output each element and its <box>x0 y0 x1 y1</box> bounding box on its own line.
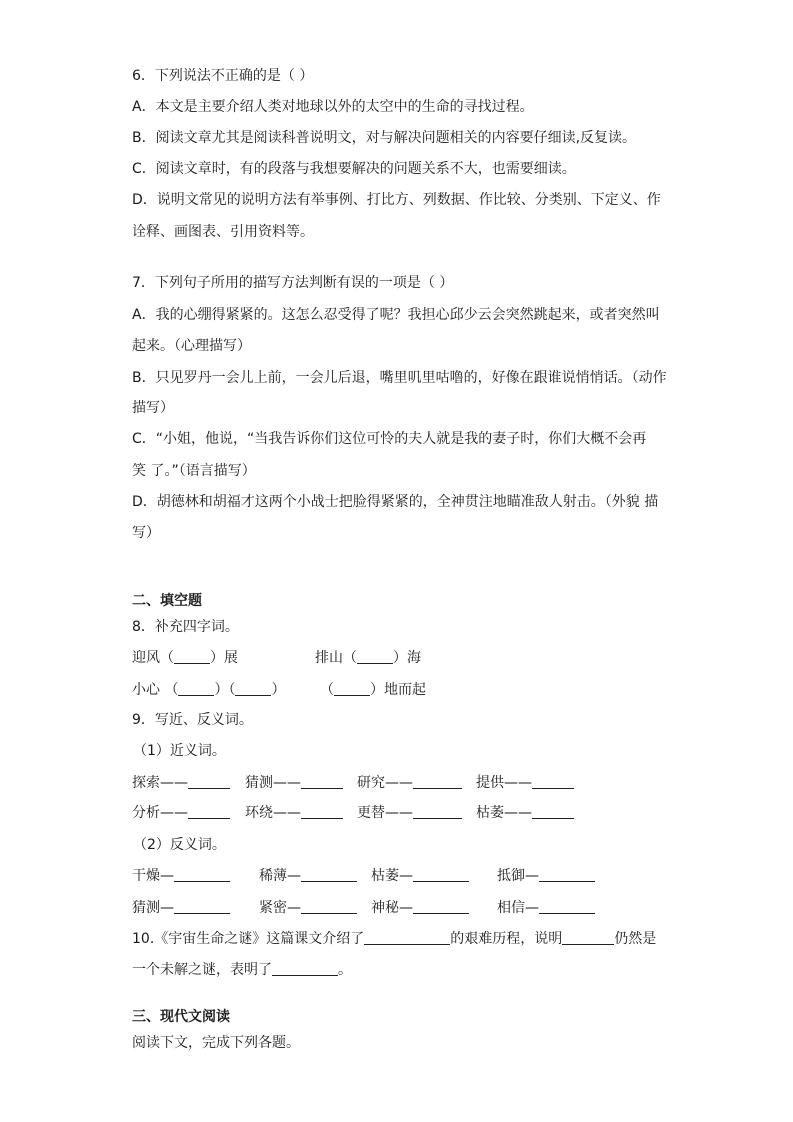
q9-antonyms-heading: （2）反义词。 <box>133 837 226 853</box>
q9-stem: 9．写近、反义词。 <box>132 712 253 728</box>
q10-line2: 一个未解之谜，表明了 。 <box>132 962 352 978</box>
q9-blank[interactable] <box>539 899 595 914</box>
q9-blank[interactable] <box>174 867 230 882</box>
q9-blank[interactable] <box>539 867 595 882</box>
section-title-fill-in: 二、填空题 <box>132 593 202 609</box>
q9-antonym-item: 抵御— <box>497 866 595 886</box>
q9-synonym-item: 环绕—— <box>245 803 343 823</box>
q7-option-c-line2: 笑 了。”（语言描写） <box>132 463 256 479</box>
q6-option-c: C．阅读文章时，有的段落与我想要解决的问题关系不大，也需要细读。 <box>132 161 576 177</box>
q8-blank[interactable] <box>334 681 370 696</box>
q10-blank[interactable] <box>364 930 450 945</box>
q9-blank[interactable] <box>188 804 230 819</box>
q8-item-xiaoxin: 小心 （ ）（ ） <box>132 682 286 698</box>
q9-synonym-item: 枯萎—— <box>476 803 574 823</box>
q9-blank[interactable] <box>301 867 357 882</box>
q6-option-b: B．阅读文章尤其是阅读科普说明文，对与解决问题相关的内容要仔细读,反复读。 <box>132 130 637 146</box>
q9-blank[interactable] <box>532 804 574 819</box>
reading-instruction: 阅读下文，完成下列各题。 <box>132 1035 300 1051</box>
q9-blank[interactable] <box>301 899 357 914</box>
q9-blank[interactable] <box>301 774 343 789</box>
q9-blank[interactable] <box>413 774 462 789</box>
q9-synonym-item: 研究—— <box>357 773 462 793</box>
q7-option-d-line2: 写） <box>132 525 160 541</box>
q9-blank[interactable] <box>174 899 230 914</box>
q7-option-a-line2: 起来。（心理描写） <box>132 338 251 354</box>
q7-option-b-line2: 描写） <box>132 400 174 416</box>
q8-stem: 8．补充四字词。 <box>132 619 239 635</box>
q9-blank[interactable] <box>301 804 343 819</box>
q9-synonym-item: 分析—— <box>132 803 230 823</box>
q9-blank[interactable] <box>413 867 469 882</box>
q7-option-d-line1: D．胡德林和胡福才这两个小战士把脸得紧紧的，全神贯注地瞄准敌人射击。（外貌 描 <box>132 494 659 510</box>
q6-option-d-line1: D．说明文常见的说明方法有举事例、打比方、列数据、作比较、分类别、下定义、作 <box>132 192 661 208</box>
q8-item-yingfeng: 迎风（ ）展 <box>132 650 238 666</box>
q9-antonym-item: 枯萎— <box>371 866 469 886</box>
q8-blank[interactable] <box>178 681 214 696</box>
q9-synonym-item: 提供—— <box>476 773 574 793</box>
q9-blank[interactable] <box>413 804 462 819</box>
q9-blank[interactable] <box>532 774 574 789</box>
section-title-reading: 三、现代文阅读 <box>132 1009 230 1025</box>
q6-option-d-line2: 诠释、画图表、引用资料等。 <box>132 224 314 240</box>
q6-stem: 6．下列说法不正确的是（ ） <box>132 68 314 84</box>
q8-item-paishan: 排山（ ）海 <box>315 650 421 666</box>
q9-blank[interactable] <box>188 774 230 789</box>
q9-synonym-item: 猜测—— <box>245 773 343 793</box>
q8-item-diersqi: （ ）地而起 <box>320 682 426 698</box>
q9-synonym-item: 探索—— <box>132 773 230 793</box>
q7-option-c-line1: C．“小姐，他说，“当我告诉你们这位可怜的夫人就是我的妻子时，你们大概不会再 <box>132 431 647 447</box>
q9-synonym-item: 更替—— <box>357 803 462 823</box>
q9-antonym-item: 紧密— <box>259 898 357 918</box>
q9-antonym-item: 稀薄— <box>259 866 357 886</box>
q10-blank[interactable] <box>272 961 338 976</box>
q10-blank[interactable] <box>562 930 614 945</box>
q7-stem: 7．下列句子所用的描写方法判断有误的一项是（ ） <box>132 275 454 291</box>
q6-option-a: A．本文是主要介绍人类对地球以外的太空中的生命的寻找过程。 <box>132 99 534 115</box>
q10-line1: 10.《宇宙生命之谜》这篇课文介绍了 的艰难历程，说明 仍然是 <box>132 931 657 947</box>
q9-blank[interactable] <box>413 899 469 914</box>
q8-blank[interactable] <box>174 649 210 664</box>
q9-antonym-item: 干燥— <box>132 866 230 886</box>
q7-option-b-line1: B．只见罗丹一会儿上前，一会儿后退，嘴里叽里咕噜的，好像在跟谁说悄悄话。（动作 <box>132 370 667 386</box>
q9-antonym-item: 猜测— <box>132 898 230 918</box>
q9-antonym-item: 神秘— <box>371 898 469 918</box>
q8-blank[interactable] <box>357 649 393 664</box>
q9-antonym-item: 相信— <box>497 898 595 918</box>
q7-option-a-line1: A．我的心绷得紧紧的。这怎么忍受得了呢？我担心邱少云会突然跳起来，或者突然叫 <box>132 307 660 323</box>
q8-blank[interactable] <box>235 681 271 696</box>
q9-synonyms-heading: （1）近义词。 <box>133 743 226 759</box>
